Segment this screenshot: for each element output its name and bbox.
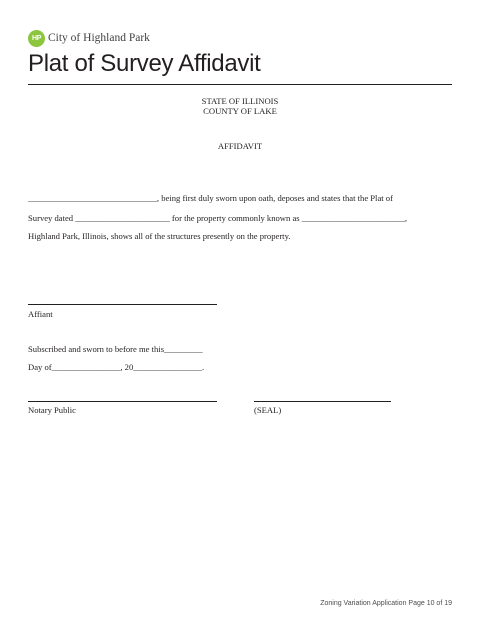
affiant-signature-line[interactable] <box>28 304 217 305</box>
county-line: COUNTY OF LAKE <box>203 106 277 116</box>
affidavit-body-line-2: Survey dated ______________________ for the property commonly known as ________________________, <box>28 213 408 223</box>
notary-signature-line[interactable] <box>28 401 217 402</box>
affidavit-heading: AFFIDAVIT <box>217 141 263 151</box>
subscribed-line: Subscribed and sworn to before me this_________ <box>28 344 203 354</box>
seal-line <box>254 401 391 402</box>
page-title: Plat of Survey Affidavit <box>28 50 261 77</box>
state-line: STATE OF ILLINOIS <box>201 96 279 106</box>
city-logo <box>28 29 150 47</box>
org-name: City of Highland Park <box>48 32 150 44</box>
affidavit-body-line-3: Highland Park, Illinois, shows all of the structures presently on the property. <box>28 231 291 241</box>
page-footer: Zoning Variation Application Page 10 of 19 <box>320 600 452 607</box>
affidavit-body-line-1: ______________________________, being first duly sworn upon oath, deposes and states that the Plat of <box>28 193 393 203</box>
affiant-label: Affiant <box>28 309 53 319</box>
hp-logo-icon: HP <box>28 30 45 47</box>
title-divider <box>28 84 452 85</box>
seal-label: (SEAL) <box>254 405 282 415</box>
day-line: Day of________________, 20________________. <box>28 362 205 372</box>
notary-public-label: Notary Public <box>28 405 76 415</box>
